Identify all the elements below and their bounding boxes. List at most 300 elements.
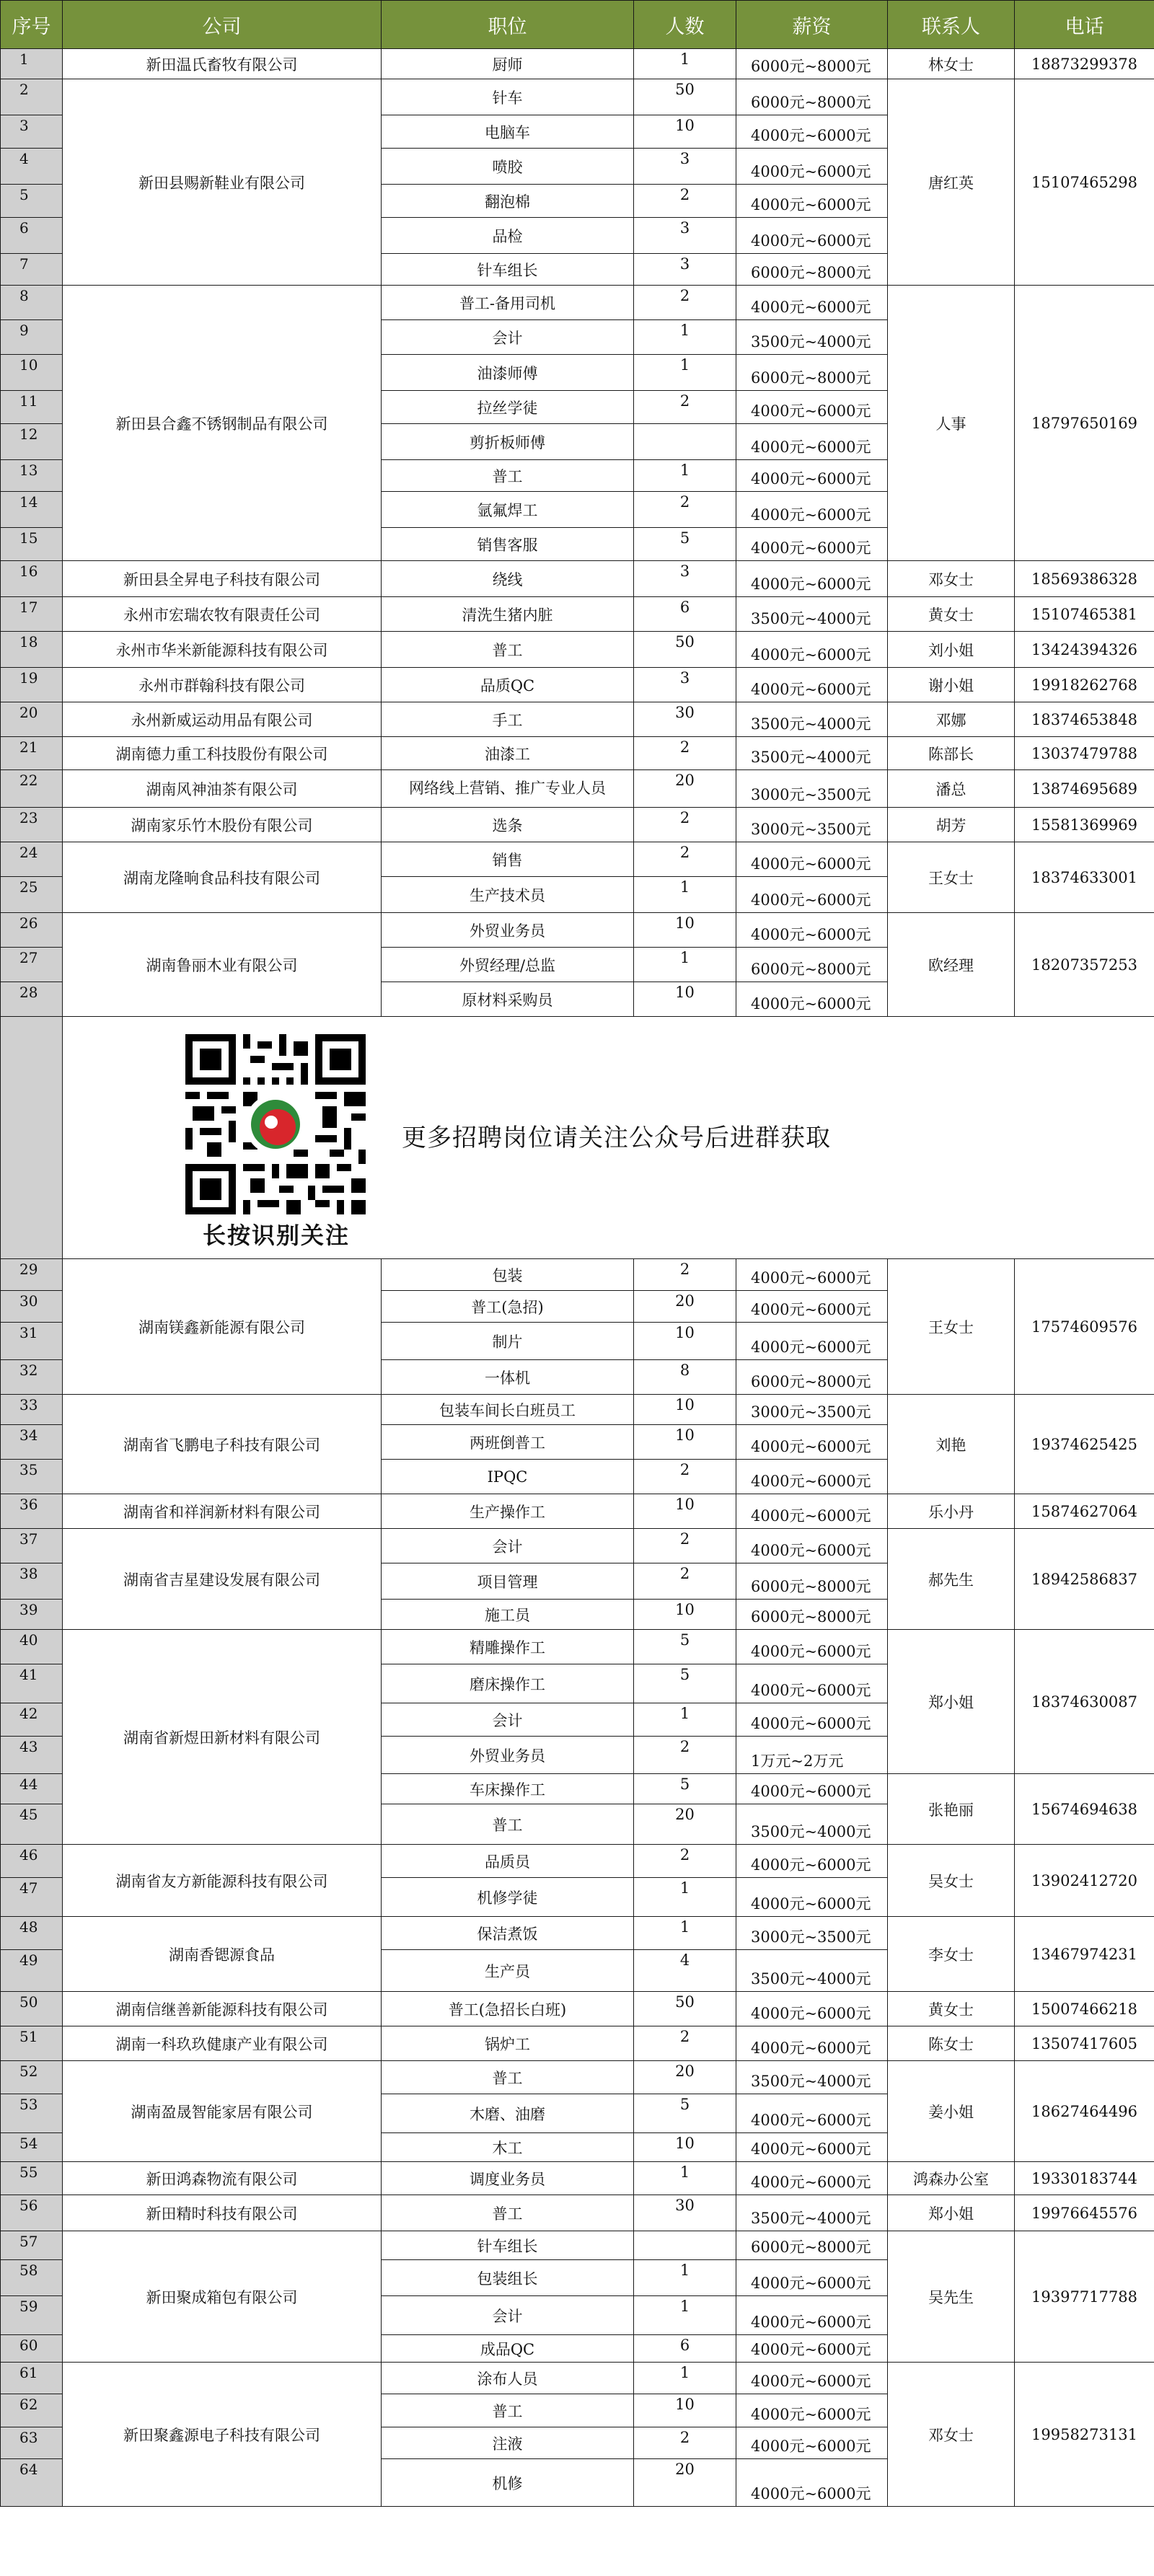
salary-cell: 3000元~3500元 bbox=[736, 808, 888, 842]
phone-cell: 18569386328 bbox=[1015, 561, 1154, 597]
salary-cell: 4000元~6000元 bbox=[736, 2260, 888, 2296]
salary-cell: 3000元~3500元 bbox=[736, 770, 888, 808]
position-cell: 包装车间长白班员工 bbox=[382, 1395, 634, 1425]
position-cell: 包装 bbox=[382, 1259, 634, 1291]
salary-cell: 6000元~8000元 bbox=[736, 1563, 888, 1600]
phone-cell: 19374625425 bbox=[1015, 1395, 1154, 1494]
seq-cell: 44 bbox=[1, 1774, 63, 1804]
count-cell: 5 bbox=[634, 1630, 736, 1664]
count-cell: 10 bbox=[634, 1425, 736, 1460]
count-cell: 1 bbox=[634, 2162, 736, 2195]
seq-cell: 40 bbox=[1, 1630, 63, 1664]
position-cell: 普工 bbox=[382, 1804, 634, 1845]
salary-cell: 4000元~6000元 bbox=[736, 1845, 888, 1878]
company-cell: 湖南龙隆晌食品科技有限公司 bbox=[63, 842, 382, 913]
count-cell: 1 bbox=[634, 1878, 736, 1917]
salary-cell: 4000元~6000元 bbox=[736, 2162, 888, 2195]
salary-cell: 3500元~4000元 bbox=[736, 1950, 888, 1992]
phone-cell: 18627464496 bbox=[1015, 2061, 1154, 2162]
seq-cell: 35 bbox=[1, 1460, 63, 1494]
company-cell: 湖南德力重工科技股份有限公司 bbox=[63, 737, 382, 770]
position-cell: 翻泡棉 bbox=[382, 185, 634, 218]
salary-cell: 4000元~6000元 bbox=[736, 2363, 888, 2394]
position-cell: 外贸经理/总监 bbox=[382, 948, 634, 982]
seq-cell: 41 bbox=[1, 1664, 63, 1703]
table-row bbox=[1, 79, 1154, 115]
count-cell: 20 bbox=[634, 1291, 736, 1323]
position-cell: 制片 bbox=[382, 1323, 634, 1360]
salary-cell: 4000元~6000元 bbox=[736, 1630, 888, 1664]
count-cell: 5 bbox=[634, 1774, 736, 1804]
seq-cell: 17 bbox=[1, 597, 63, 632]
seq-cell: 45 bbox=[1, 1804, 63, 1845]
table-row bbox=[1, 1259, 1154, 1291]
position-cell: 品检 bbox=[382, 218, 634, 254]
salary-cell: 4000元~6000元 bbox=[736, 982, 888, 1017]
position-cell: 施工员 bbox=[382, 1600, 634, 1630]
seq-cell: 58 bbox=[1, 2260, 63, 2296]
contact-cell: 姜小姐 bbox=[888, 2061, 1015, 2162]
position-cell: 调度业务员 bbox=[382, 2162, 634, 2195]
salary-cell: 4000元~6000元 bbox=[736, 2459, 888, 2507]
salary-cell: 4000元~6000元 bbox=[736, 1703, 888, 1737]
phone-cell: 18942586837 bbox=[1015, 1529, 1154, 1630]
count-cell: 2 bbox=[634, 2026, 736, 2061]
table-row bbox=[1, 561, 1154, 597]
position-cell: 成品QC bbox=[382, 2335, 634, 2363]
phone-cell: 18207357253 bbox=[1015, 913, 1154, 1017]
position-cell: 会计 bbox=[382, 2296, 634, 2335]
contact-cell: 欧经理 bbox=[888, 913, 1015, 1017]
count-cell: 1 bbox=[634, 320, 736, 355]
salary-cell: 4000元~6000元 bbox=[736, 2094, 888, 2133]
salary-cell: 3500元~4000元 bbox=[736, 2195, 888, 2231]
phone-cell: 15581369969 bbox=[1015, 808, 1154, 842]
table-row bbox=[1, 2363, 1154, 2394]
seq-cell: 13 bbox=[1, 460, 63, 492]
contact-cell: 邓女士 bbox=[888, 561, 1015, 597]
count-cell: 50 bbox=[634, 1992, 736, 2026]
phone-cell: 13037479788 bbox=[1015, 737, 1154, 770]
salary-cell: 4000元~6000元 bbox=[736, 1992, 888, 2026]
company-cell: 湖南家乐竹木股份有限公司 bbox=[63, 808, 382, 842]
position-cell: 手工 bbox=[382, 702, 634, 737]
seq-cell: 1 bbox=[1, 49, 63, 79]
count-cell: 8 bbox=[634, 1360, 736, 1395]
table-row bbox=[1, 913, 1154, 948]
count-cell: 2 bbox=[634, 286, 736, 320]
table-section-a bbox=[1, 49, 1154, 1017]
position-cell: 涂布人员 bbox=[382, 2363, 634, 2394]
company-cell: 湖南风神油茶有限公司 bbox=[63, 770, 382, 808]
phone-cell: 19976645576 bbox=[1015, 2195, 1154, 2231]
seq-cell: 6 bbox=[1, 218, 63, 254]
seq-cell: 28 bbox=[1, 982, 63, 1017]
seq-cell: 9 bbox=[1, 320, 63, 355]
table-section-b bbox=[1, 1259, 1154, 1630]
seq-cell: 5 bbox=[1, 185, 63, 218]
seq-cell: 11 bbox=[1, 391, 63, 424]
salary-cell: 6000元~8000元 bbox=[736, 948, 888, 982]
position-cell: 会计 bbox=[382, 320, 634, 355]
phone-cell: 18873299378 bbox=[1015, 49, 1154, 79]
count-cell: 1 bbox=[634, 877, 736, 913]
salary-cell: 4000元~6000元 bbox=[736, 1425, 888, 1460]
phone-cell: 13467974231 bbox=[1015, 1917, 1154, 1992]
promo-row bbox=[1, 1017, 1154, 1259]
table-row bbox=[1, 2195, 1154, 2231]
seq-cell: 22 bbox=[1, 770, 63, 808]
phone-cell: 15107465298 bbox=[1015, 79, 1154, 286]
position-cell: 包装组长 bbox=[382, 2260, 634, 2296]
salary-cell: 4000元~6000元 bbox=[736, 115, 888, 149]
salary-cell: 4000元~6000元 bbox=[736, 528, 888, 561]
company-cell: 新田县合鑫不锈钢制品有限公司 bbox=[63, 286, 382, 561]
count-cell: 1 bbox=[634, 355, 736, 391]
seq-cell: 18 bbox=[1, 632, 63, 668]
seq-cell: 49 bbox=[1, 1950, 63, 1992]
company-cell: 湖南镁鑫新能源有限公司 bbox=[63, 1259, 382, 1395]
contact-cell: 陈女士 bbox=[888, 2026, 1015, 2061]
promo-cell bbox=[63, 1017, 1154, 1259]
position-cell: 外贸业务员 bbox=[382, 1737, 634, 1774]
seq-cell: 59 bbox=[1, 2296, 63, 2335]
count-cell: 20 bbox=[634, 1804, 736, 1845]
salary-cell: 4000元~6000元 bbox=[736, 1878, 888, 1917]
company-cell: 湖南省飞鹏电子科技有限公司 bbox=[63, 1395, 382, 1494]
table-row bbox=[1, 2026, 1154, 2061]
contact-cell: 郑小姐 bbox=[888, 2195, 1015, 2231]
position-cell: 普工 bbox=[382, 460, 634, 492]
position-cell: 会计 bbox=[382, 1529, 634, 1563]
count-cell: 2 bbox=[634, 1737, 736, 1774]
table-row bbox=[1, 597, 1154, 632]
salary-cell: 4000元~6000元 bbox=[736, 286, 888, 320]
phone-cell: 19958273131 bbox=[1015, 2363, 1154, 2507]
phone-cell: 18374630087 bbox=[1015, 1630, 1154, 1774]
phone-cell: 13424394326 bbox=[1015, 632, 1154, 668]
table-row bbox=[1, 2162, 1154, 2195]
table-section-xintian bbox=[1, 1630, 1154, 1845]
count-cell: 2 bbox=[634, 1845, 736, 1878]
company-cell: 新田鸿森物流有限公司 bbox=[63, 2162, 382, 2195]
table-row bbox=[1, 1917, 1154, 1950]
position-cell: 普工 bbox=[382, 2061, 634, 2094]
contact-cell: 黄女士 bbox=[888, 1992, 1015, 2026]
count-cell: 3 bbox=[634, 149, 736, 185]
contact-cell: 刘小姐 bbox=[888, 632, 1015, 668]
table-row bbox=[1, 1845, 1154, 1878]
position-cell: 氩氟焊工 bbox=[382, 492, 634, 528]
table-row bbox=[1, 1529, 1154, 1563]
contact-cell: 陈部长 bbox=[888, 737, 1015, 770]
count-cell bbox=[634, 424, 736, 460]
count-cell: 10 bbox=[634, 115, 736, 149]
phone-cell: 15007466218 bbox=[1015, 1992, 1154, 2026]
salary-cell: 4000元~6000元 bbox=[736, 1291, 888, 1323]
count-cell: 2 bbox=[634, 808, 736, 842]
company-cell: 湖南省新煜田新材料有限公司 bbox=[63, 1630, 382, 1845]
contact-cell: 乐小丹 bbox=[888, 1494, 1015, 1529]
qr-code-icon[interactable] bbox=[185, 1034, 366, 1214]
salary-cell: 4000元~6000元 bbox=[736, 492, 888, 528]
salary-cell: 6000元~8000元 bbox=[736, 2231, 888, 2260]
seq-cell: 46 bbox=[1, 1845, 63, 1878]
salary-cell: 4000元~6000元 bbox=[736, 668, 888, 702]
seq-cell: 14 bbox=[1, 492, 63, 528]
seq-cell: 16 bbox=[1, 561, 63, 597]
seq-cell: 12 bbox=[1, 424, 63, 460]
phone-cell: 18374633001 bbox=[1015, 842, 1154, 913]
seq-cell: 4 bbox=[1, 149, 63, 185]
table-row bbox=[1, 770, 1154, 808]
company-cell: 新田精时科技有限公司 bbox=[63, 2195, 382, 2231]
seq-cell: 47 bbox=[1, 1878, 63, 1917]
salary-cell: 3500元~4000元 bbox=[736, 320, 888, 355]
position-cell: 木工 bbox=[382, 2133, 634, 2162]
position-cell: 品质员 bbox=[382, 1845, 634, 1878]
position-cell: 普工(急招) bbox=[382, 1291, 634, 1323]
position-cell: 会计 bbox=[382, 1703, 634, 1737]
seq-cell: 36 bbox=[1, 1494, 63, 1529]
position-cell: 销售客服 bbox=[382, 528, 634, 561]
salary-cell: 4000元~6000元 bbox=[736, 391, 888, 424]
company-cell: 新田聚鑫源电子科技有限公司 bbox=[63, 2363, 382, 2507]
contact-cell: 鸿森办公室 bbox=[888, 2162, 1015, 2195]
salary-cell: 4000元~6000元 bbox=[736, 913, 888, 948]
company-cell: 湖南信继善新能源科技有限公司 bbox=[63, 1992, 382, 2026]
seq-cell: 23 bbox=[1, 808, 63, 842]
promo-seq-cell bbox=[1, 1017, 63, 1259]
seq-cell: 62 bbox=[1, 2394, 63, 2427]
count-cell: 20 bbox=[634, 770, 736, 808]
company-cell: 湖南一科玖玖健康产业有限公司 bbox=[63, 2026, 382, 2061]
header-row bbox=[1, 1, 1154, 49]
contact-cell: 邓娜 bbox=[888, 702, 1015, 737]
count-cell: 30 bbox=[634, 702, 736, 737]
position-cell: 精雕操作工 bbox=[382, 1630, 634, 1664]
phone-cell: 13507417605 bbox=[1015, 2026, 1154, 2061]
salary-cell: 4000元~6000元 bbox=[736, 1460, 888, 1494]
count-cell: 5 bbox=[634, 2094, 736, 2133]
salary-cell: 4000元~6000元 bbox=[736, 460, 888, 492]
salary-cell: 4000元~6000元 bbox=[736, 877, 888, 913]
seq-cell: 21 bbox=[1, 737, 63, 770]
seq-cell: 54 bbox=[1, 2133, 63, 2162]
position-cell: IPQC bbox=[382, 1460, 634, 1494]
position-cell: 品质QC bbox=[382, 668, 634, 702]
count-cell: 2 bbox=[634, 737, 736, 770]
seq-cell: 37 bbox=[1, 1529, 63, 1563]
salary-cell: 3000元~3500元 bbox=[736, 1917, 888, 1950]
contact-cell: 黄女士 bbox=[888, 597, 1015, 632]
seq-cell: 24 bbox=[1, 842, 63, 877]
contact-cell: 林女士 bbox=[888, 49, 1015, 79]
position-cell: 两班倒普工 bbox=[382, 1425, 634, 1460]
position-cell: 普工 bbox=[382, 2195, 634, 2231]
company-cell: 湖南省友方新能源科技有限公司 bbox=[63, 1845, 382, 1917]
position-cell: 选条 bbox=[382, 808, 634, 842]
seq-cell: 20 bbox=[1, 702, 63, 737]
count-cell: 50 bbox=[634, 79, 736, 115]
count-cell: 5 bbox=[634, 528, 736, 561]
count-cell: 2 bbox=[634, 1460, 736, 1494]
seq-cell: 3 bbox=[1, 115, 63, 149]
position-cell: 机修学徒 bbox=[382, 1878, 634, 1917]
position-cell: 油漆工 bbox=[382, 737, 634, 770]
count-cell: 2 bbox=[634, 1259, 736, 1291]
seq-cell: 61 bbox=[1, 2363, 63, 2394]
company-cell: 永州市群翰科技有限公司 bbox=[63, 668, 382, 702]
count-cell: 1 bbox=[634, 1703, 736, 1737]
seq-cell: 27 bbox=[1, 948, 63, 982]
position-cell: 注液 bbox=[382, 2427, 634, 2459]
company-cell: 湖南香锶源食品 bbox=[63, 1917, 382, 1992]
header-salary: 薪资 bbox=[736, 1, 888, 49]
count-cell: 20 bbox=[634, 2061, 736, 2094]
seq-cell: 43 bbox=[1, 1737, 63, 1774]
company-cell: 永州新威运动用品有限公司 bbox=[63, 702, 382, 737]
count-cell: 3 bbox=[634, 668, 736, 702]
salary-cell: 4000元~6000元 bbox=[736, 561, 888, 597]
count-cell: 50 bbox=[634, 632, 736, 668]
company-cell: 湖南鲁丽木业有限公司 bbox=[63, 913, 382, 1017]
position-cell: 锅炉工 bbox=[382, 2026, 634, 2061]
salary-cell: 3500元~4000元 bbox=[736, 597, 888, 632]
count-cell: 10 bbox=[634, 982, 736, 1017]
seq-cell: 29 bbox=[1, 1259, 63, 1291]
seq-cell: 33 bbox=[1, 1395, 63, 1425]
company-cell: 新田聚成箱包有限公司 bbox=[63, 2231, 382, 2363]
seq-cell: 19 bbox=[1, 668, 63, 702]
table-row bbox=[1, 1395, 1154, 1425]
count-cell: 2 bbox=[634, 391, 736, 424]
contact-cell: 吴先生 bbox=[888, 2231, 1015, 2363]
count-cell: 20 bbox=[634, 2459, 736, 2507]
phone-cell: 19397717788 bbox=[1015, 2231, 1154, 2363]
seq-cell: 55 bbox=[1, 2162, 63, 2195]
count-cell: 5 bbox=[634, 1664, 736, 1703]
salary-cell: 6000元~8000元 bbox=[736, 1600, 888, 1630]
count-cell: 10 bbox=[634, 1494, 736, 1529]
contact-cell: 潘总 bbox=[888, 770, 1015, 808]
position-cell: 磨床操作工 bbox=[382, 1664, 634, 1703]
salary-cell: 4000元~6000元 bbox=[736, 2026, 888, 2061]
table-row bbox=[1, 737, 1154, 770]
seq-cell: 52 bbox=[1, 2061, 63, 2094]
contact-cell: 吴女士 bbox=[888, 1845, 1015, 1917]
salary-cell: 6000元~8000元 bbox=[736, 1360, 888, 1395]
table-row bbox=[1, 2231, 1154, 2260]
phone-cell: 18374653848 bbox=[1015, 702, 1154, 737]
seq-cell: 26 bbox=[1, 913, 63, 948]
count-cell: 4 bbox=[634, 1950, 736, 1992]
position-cell: 机修 bbox=[382, 2459, 634, 2507]
position-cell: 清洗生猪内脏 bbox=[382, 597, 634, 632]
table-row bbox=[1, 1630, 1154, 1664]
phone-cell: 13902412720 bbox=[1015, 1845, 1154, 1917]
contact-cell: 李女士 bbox=[888, 1917, 1015, 1992]
count-cell: 1 bbox=[634, 2363, 736, 2394]
salary-cell: 4000元~6000元 bbox=[736, 1774, 888, 1804]
position-cell: 生产操作工 bbox=[382, 1494, 634, 1529]
seq-cell: 53 bbox=[1, 2094, 63, 2133]
seq-cell: 34 bbox=[1, 1425, 63, 1460]
position-cell: 生产技术员 bbox=[382, 877, 634, 913]
header-company: 公司 bbox=[63, 1, 382, 49]
salary-cell: 4000元~6000元 bbox=[736, 1494, 888, 1529]
table-row bbox=[1, 702, 1154, 737]
seq-cell: 51 bbox=[1, 2026, 63, 2061]
table-row bbox=[1, 632, 1154, 668]
company-cell: 永州市宏瑞农牧有限责任公司 bbox=[63, 597, 382, 632]
salary-cell: 4000元~6000元 bbox=[736, 632, 888, 668]
salary-cell: 4000元~6000元 bbox=[736, 2394, 888, 2427]
position-cell: 普工 bbox=[382, 2394, 634, 2427]
contact-cell: 人事 bbox=[888, 286, 1015, 561]
position-cell: 拉丝学徒 bbox=[382, 391, 634, 424]
count-cell: 2 bbox=[634, 1529, 736, 1563]
salary-cell: 4000元~6000元 bbox=[736, 842, 888, 877]
salary-cell: 4000元~6000元 bbox=[736, 1323, 888, 1360]
seq-cell: 30 bbox=[1, 1291, 63, 1323]
count-cell: 3 bbox=[634, 561, 736, 597]
count-cell: 1 bbox=[634, 460, 736, 492]
salary-cell: 4000元~6000元 bbox=[736, 2335, 888, 2363]
position-cell: 车床操作工 bbox=[382, 1774, 634, 1804]
table-section-c bbox=[1, 1845, 1154, 2507]
count-cell: 10 bbox=[634, 2133, 736, 2162]
salary-cell: 3500元~4000元 bbox=[736, 1804, 888, 1845]
count-cell: 2 bbox=[634, 492, 736, 528]
seq-cell: 57 bbox=[1, 2231, 63, 2260]
salary-cell: 4000元~6000元 bbox=[736, 2427, 888, 2459]
company-cell: 新田县赐新鞋业有限公司 bbox=[63, 79, 382, 286]
phone-cell: 17574609576 bbox=[1015, 1259, 1154, 1395]
seq-cell: 42 bbox=[1, 1703, 63, 1737]
position-cell: 针车组长 bbox=[382, 2231, 634, 2260]
qr-caption: 长按识别关注 bbox=[202, 1222, 350, 1249]
seq-cell: 10 bbox=[1, 355, 63, 391]
count-cell: 2 bbox=[634, 2427, 736, 2459]
salary-cell: 4000元~6000元 bbox=[736, 424, 888, 460]
seq-cell: 8 bbox=[1, 286, 63, 320]
salary-cell: 4000元~6000元 bbox=[736, 218, 888, 254]
promo-section bbox=[1, 1017, 1154, 1259]
seq-cell: 64 bbox=[1, 2459, 63, 2507]
seq-cell: 7 bbox=[1, 254, 63, 286]
phone-cell: 19330183744 bbox=[1015, 2162, 1154, 2195]
salary-cell: 3500元~4000元 bbox=[736, 737, 888, 770]
contact-cell: 王女士 bbox=[888, 842, 1015, 913]
position-cell: 一体机 bbox=[382, 1360, 634, 1395]
count-cell: 1 bbox=[634, 2260, 736, 2296]
count-cell bbox=[634, 2231, 736, 2260]
position-cell: 针车组长 bbox=[382, 254, 634, 286]
count-cell: 10 bbox=[634, 1323, 736, 1360]
salary-cell: 6000元~8000元 bbox=[736, 254, 888, 286]
position-cell: 保洁煮饭 bbox=[382, 1917, 634, 1950]
count-cell: 10 bbox=[634, 1395, 736, 1425]
salary-cell: 3000元~3500元 bbox=[736, 1395, 888, 1425]
phone-cell: 18797650169 bbox=[1015, 286, 1154, 561]
position-cell: 电脑车 bbox=[382, 115, 634, 149]
count-cell: 30 bbox=[634, 2195, 736, 2231]
position-cell: 油漆师傅 bbox=[382, 355, 634, 391]
salary-cell: 4000元~6000元 bbox=[736, 1529, 888, 1563]
seq-cell: 63 bbox=[1, 2427, 63, 2459]
table-row bbox=[1, 668, 1154, 702]
